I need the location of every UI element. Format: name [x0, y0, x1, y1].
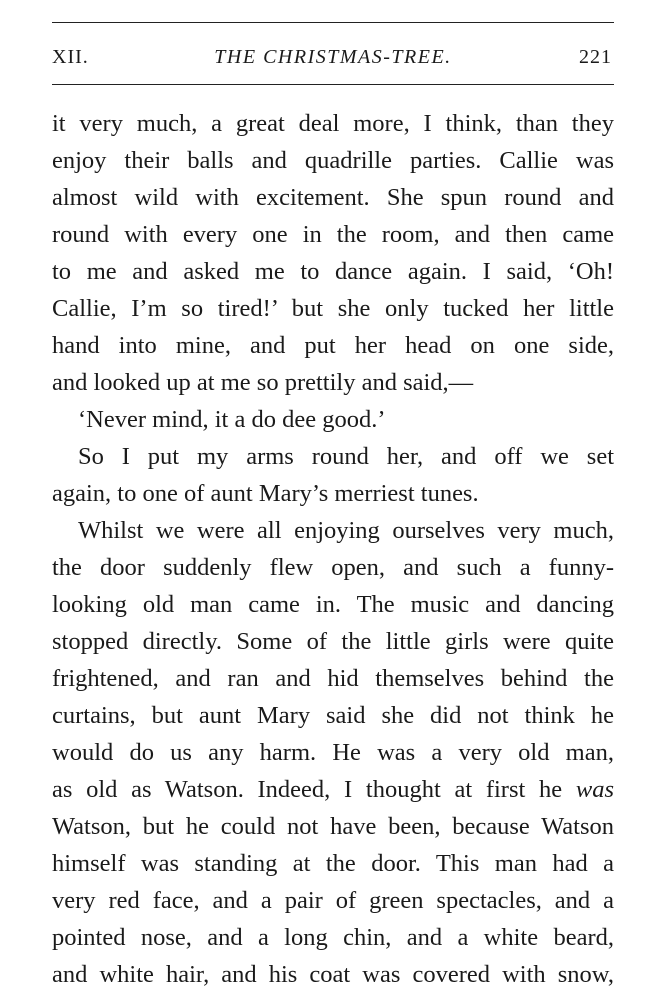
text-line: Watson, but he could not have been, because Watson	[52, 813, 614, 840]
text-line: himself was standing at the door. This man had a	[52, 850, 614, 877]
text-line: Whilst we were all enjoying ourselves very much,	[78, 517, 614, 544]
text-line: it very much, a great deal more, I think, than they	[52, 110, 614, 137]
text-line: stopped directly. Some of the little girls were quite	[52, 628, 614, 655]
text-line: again, to one of aunt Mary’s merriest tunes.	[52, 480, 479, 507]
text-line: round with every one in the room, and then came	[52, 221, 614, 248]
text-line: So I put my arms round her, and off we set	[78, 443, 614, 470]
text-line: pointed nose, and a long chin, and a white beard,	[52, 924, 614, 951]
header-top-rule	[52, 22, 614, 23]
text-line-main: as old as Watson. Indeed, I thought at first he	[52, 776, 563, 803]
text-line: ‘Never mind, it a do dee good.’	[78, 406, 386, 433]
text-line	[52, 771, 614, 808]
text-line: looking old man came in. The music and dancing	[52, 591, 614, 618]
body-text	[52, 105, 614, 993]
italic-word: was	[575, 776, 615, 803]
text-line: would do us any harm. He was a very old man,	[52, 739, 614, 766]
text-line: curtains, but aunt Mary said she did not think he	[52, 702, 614, 729]
text-line: the door suddenly flew open, and such a funny-	[52, 554, 614, 581]
header-bottom-rule	[52, 84, 614, 85]
text-line: hand into mine, and put her head on one side,	[52, 332, 614, 359]
text-line: and looked up at me so prettily and said,—	[52, 369, 474, 396]
text-line: almost wild with excitement. She spun round and	[52, 184, 614, 211]
text-line: to me and asked me to dance again. I said, ‘Oh!	[52, 258, 614, 285]
page-number: 221	[579, 46, 612, 68]
running-title: THE CHRISTMAS-TREE.	[214, 46, 452, 68]
text-line: very red face, and a pair of green spectacles, and a	[52, 887, 614, 914]
running-header	[52, 42, 614, 72]
chapter-number: XII.	[52, 46, 89, 68]
text-line: and white hair, and his coat was covered with snow,	[52, 961, 614, 988]
text-line: enjoy their balls and quadrille parties. Callie was	[52, 147, 614, 174]
text-line: frightened, and ran and hid themselves behind the	[52, 665, 614, 692]
text-line: Callie, I’m so tired!’ but she only tucked her little	[52, 295, 614, 322]
